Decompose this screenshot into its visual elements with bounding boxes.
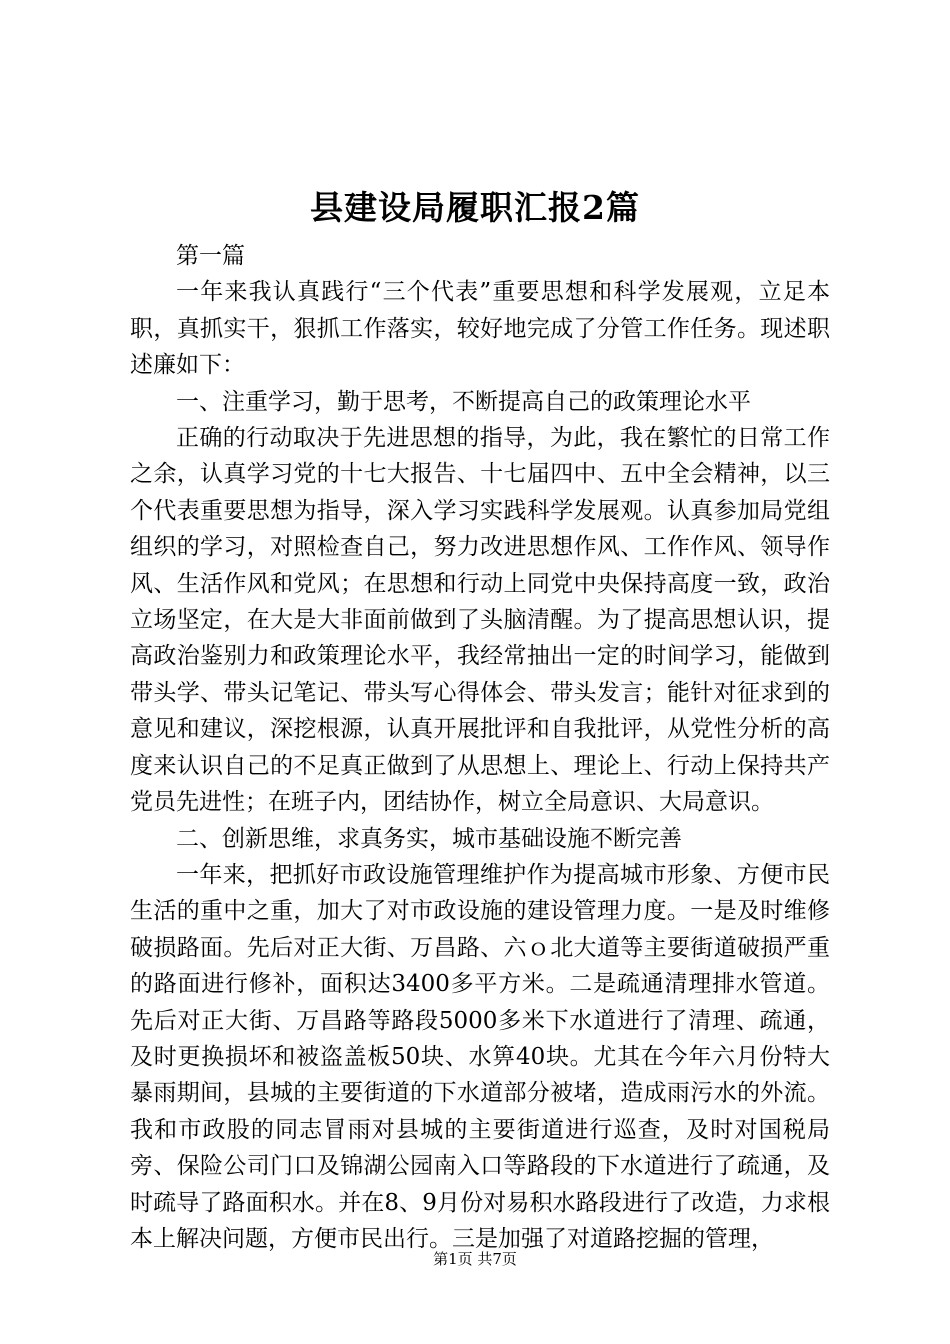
document-title: 县建设局履职汇报2篇	[310, 188, 640, 227]
document-body	[130, 238, 830, 1257]
intro-paragraph: 一年来我认真践行“三个代表”重要思想和科学发展观，立足本职，真抓实干，狠抓工作落实，较好地完成了分管工作任务。现述职述廉如下：	[130, 279, 830, 379]
section-heading-part-one: 第一篇	[176, 243, 245, 269]
page-footer: 第1页 共7页	[433, 1250, 517, 1268]
learning-paragraph: 正确的行动取决于先进思想的指导，为此，我在繁忙的日常工作之余，认真学习党的十七大报告、十七届四中、五中全会精神，以三个代表重要思想为指导，深入学习实践科学发展观。认真参加局党组组织的学习，对照检查自己，努力改进思想作风、工作作风、领导作风、生活作风和党风；在思想和行动上同党中央保持高度一致，政治立场坚定，在大是大非面前做到了头脑清醒。为了提高思想认识，提高政治鉴别力和政策理论水平，我经常抽出一定的时间学习，能做到带头学、带头记笔记、带头写心得体会、带头发言；能针对征求到的意见和建议，深挖根源，认真开展批评和自我批评，从党性分析的高度来认识自己的不足真正做到了从思想上、理论上、行动上保持共产党员先进性；在班子内，团结协作，树立全局意识、大局意识。	[130, 425, 830, 816]
infrastructure-paragraph: 一年来，把抓好市政设施管理维护作为提高城市形象、方便市民生活的重中之重，加大了对市政设施的建设管理力度。一是及时维修破损路面。先后对正大街、万昌路、六ｏ北大道等主要街道破损严重的路面进行修补，面积达3400多平方米。二是疏通清理排水管道。先后对正大街、万昌路等路段5000多米下水道进行了清理、疏通，及时更换损坏和被盗盖板50块、水箅40块。尤其在今年六月份特大暴雨期间，县城的主要街道的下水道部分被堵，造成雨污水的外流。我和市政股的同志冒雨对县城的主要街道进行巡查，及时对国税局旁、保险公司门口及锦湖公园南入口等路段的下水道进行了疏通，及时疏导了路面积水。并在8、9月份对易积水路段进行了改造，力求根本上解决问题，方便市民出行。三是加强了对道路挖掘的管理，	[130, 861, 830, 1252]
section-heading-learning: 一、注重学习，勤于思考，不断提高自己的政策理论水平	[176, 388, 751, 415]
section-heading-infrastructure: 二、创新思维，求真务实，城市基础设施不断完善	[176, 825, 682, 852]
